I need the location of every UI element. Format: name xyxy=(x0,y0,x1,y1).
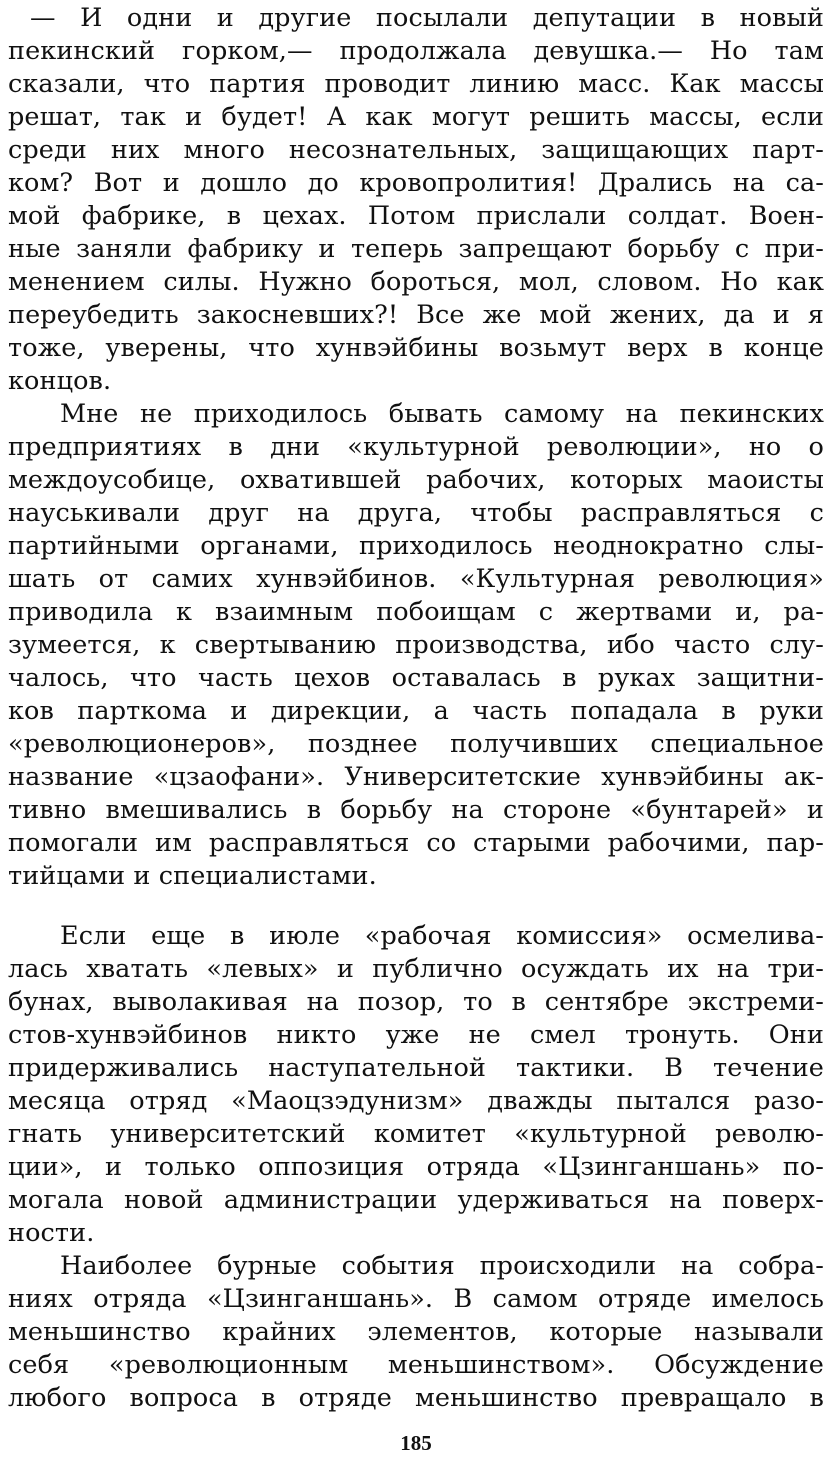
text-line-6: ком? Вот и дошло до кровопролития! Дрались на са- xyxy=(8,168,824,198)
text-line-40: меньшинство крайних элементов, которые называли xyxy=(8,1317,824,1347)
text-line-14: предприятиях в дни «культурной революции», но о xyxy=(8,432,824,462)
text-line-31: стов-хунвэйбинов никто уже не смел тронуть. Они xyxy=(8,1020,824,1050)
text-line-27: тийцами и специалистами. xyxy=(8,861,377,891)
text-line-1: — И одни и другие посылали депутации в новый xyxy=(30,3,824,33)
text-line-18: шать от самих хунвэйбинов. «Культурная революция» xyxy=(8,564,824,594)
page-number: 185 xyxy=(400,1431,432,1455)
text-line-36: могала новой администрации удерживаться на поверх- xyxy=(8,1185,824,1215)
text-line-21: чалось, что часть цехов оставалась в руках защитни- xyxy=(8,663,824,693)
text-line-12: концов. xyxy=(8,366,112,396)
text-line-38: Наиболее бурные события происходили на собра- xyxy=(60,1251,824,1281)
text-line-22: ков парткома и дирекции, а часть попадала в руки xyxy=(8,696,824,726)
text-line-13: Мне не приходилось бывать самому на пекинских xyxy=(60,399,824,429)
text-line-19: приводила к взаимным побоищам с жертвами и, ра- xyxy=(8,597,824,627)
text-line-4: решат, так и будет! А как могут решить массы, если xyxy=(8,102,824,132)
text-line-20: зумеется, к свертыванию производства, ибо часто слу- xyxy=(8,630,824,660)
text-line-9: менением силы. Нужно бороться, мол, словом. Но как xyxy=(8,267,824,297)
text-line-8: ные заняли фабрику и теперь запрещают борьбу с при- xyxy=(8,234,824,264)
text-line-26: помогали им расправляться со старыми рабочими, пар- xyxy=(8,828,824,858)
text-line-30: бунах, выволакивая на позор, то в сентябре экстреми- xyxy=(8,987,824,1017)
text-line-42: любого вопроса в отряде меньшинство превращало в xyxy=(8,1383,824,1413)
text-line-24: название «цзаофани». Университетские хунвэйбины ак- xyxy=(8,762,824,792)
text-line-7: мой фабрике, в цехах. Потом прислали солдат. Воен- xyxy=(8,201,824,231)
text-line-16: науськивали друг на друга, чтобы расправляться с xyxy=(8,498,824,528)
text-line-2: пекинский горком,— продолжала девушка.— Но там xyxy=(8,36,824,66)
text-line-25: тивно вмешивались в борьбу на стороне «бунтарей» и xyxy=(8,795,824,825)
text-line-28: Если еще в июле «рабочая комиссия» осмелива- xyxy=(60,921,824,951)
text-line-5: среди них много несознательных, защищающих парт- xyxy=(8,135,824,165)
text-line-32: придерживались наступательной тактики. В течение xyxy=(8,1053,824,1083)
text-line-35: ции», и только оппозиция отряда «Цзинганшань» по- xyxy=(8,1152,824,1182)
text-line-15: междоусобице, охватившей рабочих, которых маоисты xyxy=(8,465,824,495)
book-page xyxy=(8,2,824,1454)
text-line-23: «революционеров», позднее получивших специальное xyxy=(8,729,824,759)
text-line-33: месяца отряд «Маоцзэдунизм» дважды пытался разо- xyxy=(8,1086,824,1116)
text-line-39: ниях отряда «Цзинганшань». В самом отряде имелось xyxy=(8,1284,824,1314)
text-line-37: ности. xyxy=(8,1218,95,1248)
text-line-17: партийными органами, приходилось неоднократно слы- xyxy=(8,531,824,561)
text-line-10: переубедить закосневших?! Все же мой жених, да и я xyxy=(8,300,824,330)
text-line-29: лась хватать «левых» и публично осуждать их на три- xyxy=(8,954,824,984)
text-line-34: гнать университетский комитет «культурной револю- xyxy=(8,1119,824,1149)
text-line-11: тоже, уверены, что хунвэйбины возьмут верх в конце xyxy=(8,333,824,363)
text-line-3: сказали, что партия проводит линию масс. Как массы xyxy=(8,69,824,99)
text-line-41: себя «революционным меньшинством». Обсуждение xyxy=(8,1350,824,1380)
